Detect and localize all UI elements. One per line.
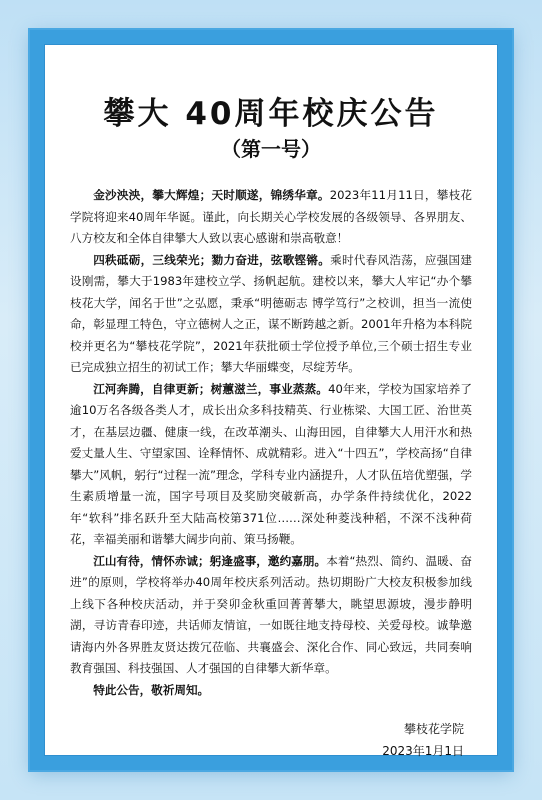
paragraph-lead: 江河奔腾，自律更新；树蕙滋兰，事业蒸蒸。 [93, 381, 329, 396]
paragraph-text: 乘时代春风浩荡，应强国建设刚需，攀大于1983年建校立学、扬帆起航。建校以来，攀大人牢记“办个攀枝花大学，闻名于世”之弘愿，秉承“明德砺志 博学笃行”之校训，担当一流使命，彰显理工特色，守立德树人之正，谋不断跨越之新。2001年升格为本科院校并更名为“攀枝花学院”，2021年获批硕士学位授予单位,三个硕士招生专业已完成独立招生的初试工作；攀大华丽蝶变，尽绽芳华。 [70, 252, 472, 374]
announcement-title: 攀大 40周年校庆公告 [103, 96, 439, 132]
paragraph-text: 2023年11月11日，攀枝花学院将迎来40周年华诞。谨此，向长期关心学校发展的各级领导、各界朋友、八方校友和全体自律攀大人致以衷心感谢和崇高敬意！ [70, 188, 472, 245]
paragraph-2 [70, 250, 472, 379]
paragraph-text: 本着“热烈、简约、温暖、奋进”的原则，学校将举办40周年校庆系列活动。热切期盼广大校友积极参加线上线下各种校庆活动，并于癸卯金秋重回菁菁攀大，眺望思源坡，漫步静明湖，寻访青春印迹，共话师友情谊，一如既往地支持母校、关爱母校。诚挚邀请海内外各界胜友贤达拨冗莅临、共襄盛会、深化合作、同心致远，共同奏响教育强国、科技强国、人才强国的自律攀大新华章。 [70, 553, 472, 675]
paragraph-text: 40年来，学校为国家培养了逾10万名各级各类人才，成长出众多科技精英、行业栋梁、大国工匠、治世英才，在基层边疆、健康一线，在改革潮头、山海田园，自律攀大人用汗水和热爱丈量人生、守望家国、诠释情怀、成就精彩。进入“十四五”，学校高扬“自律攀大”风帆，躬行“过程一流”理念，学科专业内涵提升，人才队伍培优塑强，学生素质增量一流，国字号项目及奖励突破新高，办学条件持续优化，2022年“软科”排名跃升至大陆高校第371位……深处种菱浅种稻，不深不浅种荷花，幸福美丽和谐攀大阔步向前、策马扬鞭。 [70, 381, 472, 546]
paragraph-lead: 四秩砥砺，三线荣光；勠力奋进，弦歌铿锵。 [93, 252, 331, 267]
paragraph-closing [70, 680, 472, 702]
paragraph-4 [70, 551, 472, 680]
announcement-body [70, 185, 472, 701]
paragraph-lead: 金沙泱泱，攀大辉煌；天时顺遂，锦绣华章。 [93, 188, 330, 202]
signature-date: 2023年1月1日 [382, 744, 464, 758]
paragraph-lead: 特此公告，敬祈周知。 [93, 682, 210, 697]
paragraph-1 [70, 185, 472, 250]
signature-org: 攀枝花学院 [403, 722, 464, 736]
signature-block [382, 718, 464, 762]
paragraph-lead: 江山有待，情怀赤诚；躬逢盛事，邀约嘉朋。 [93, 553, 327, 568]
paragraph-3 [70, 379, 472, 551]
announcement-number: （第一号） [221, 137, 321, 161]
